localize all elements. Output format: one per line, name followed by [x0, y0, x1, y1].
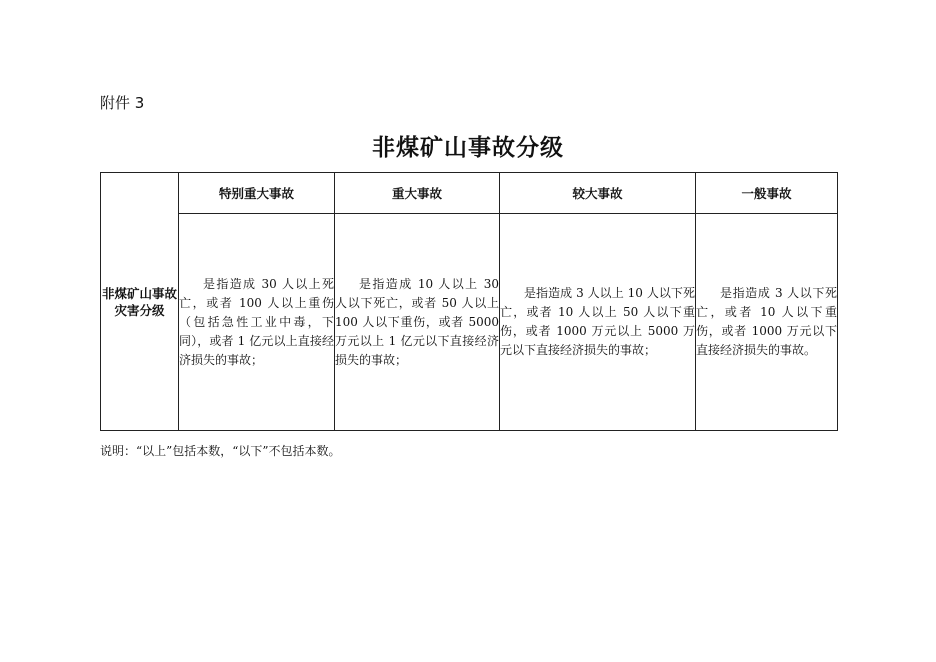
document-title: 非煤矿山事故分级: [372, 134, 564, 161]
column-header-especially-major: 特别重大事故: [179, 173, 335, 214]
column-header-relatively-major: 较大事故: [500, 173, 696, 214]
cell-relatively-major-description: 是指造成 3 人以上 10 人以下死亡，或者 10 人以上 50 人以下重伤，或者 1000 万元以上 5000 万元以下直接经济损失的事故；: [500, 214, 696, 431]
cell-major-description: 是指造成 10 人以上 30 人以下死亡，或者 50 人以上 100 人以下重伤，或者 5000 万元以上 1 亿元以下直接经济损失的事故；: [335, 214, 500, 431]
explanatory-note: 说明：“以上”包括本数，“以下”不包括本数。: [100, 444, 341, 458]
attachment-label: 附件 3: [100, 94, 145, 112]
table-header-row: [101, 173, 838, 214]
table-body-row: [101, 214, 838, 431]
accident-grade-table: [100, 172, 838, 431]
column-header-major: 重大事故: [335, 173, 500, 214]
cell-especially-major-description: 是指造成 30 人以上死亡，或者 100 人以上重伤（包括急性工业中毒，下同），或者 1 亿元以上直接经济损失的事故；: [179, 214, 335, 431]
row-header-classification: 非煤矿山事故灾害分级: [101, 173, 179, 431]
column-header-general: 一般事故: [696, 173, 838, 214]
cell-general-description: 是指造成 3 人以下死亡，或者 10 人以下重伤，或者 1000 万元以下直接经济损失的事故。: [696, 214, 838, 431]
